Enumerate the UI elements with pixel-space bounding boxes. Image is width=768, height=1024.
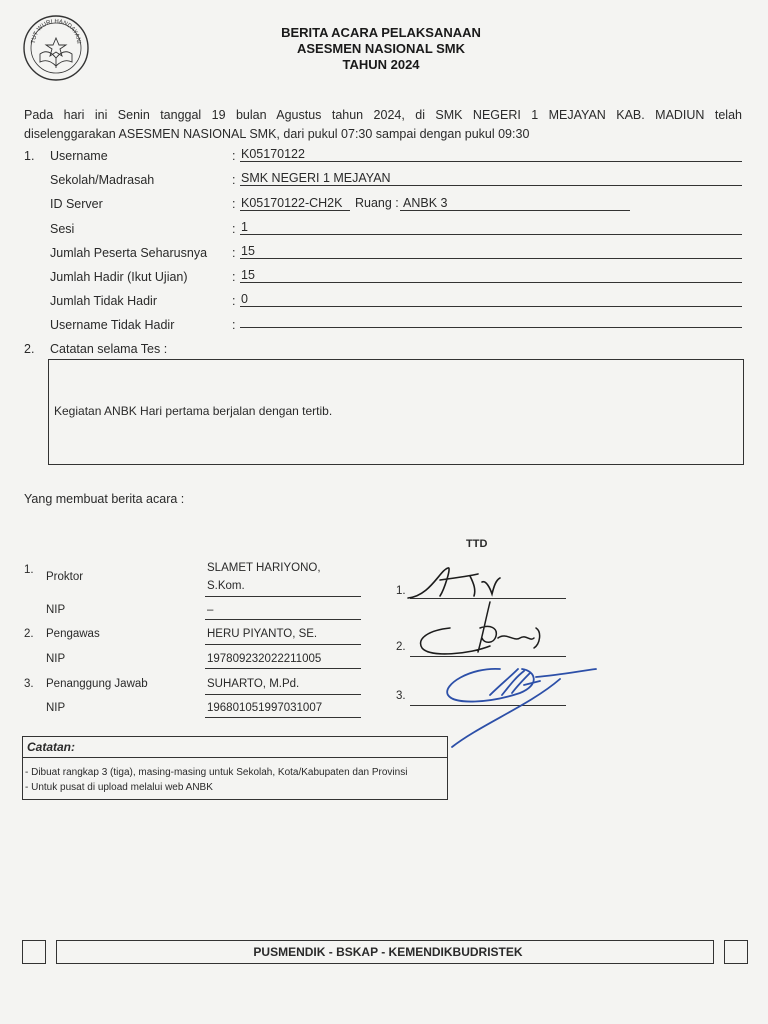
nip-underline	[205, 619, 361, 620]
signer-name-line1: HERU PIYANTO, SE.	[207, 628, 318, 640]
signer-role-pengawas: Pengawas	[46, 628, 100, 640]
field-value-username: K05170122	[241, 147, 305, 161]
signer-nip: 197809232022211005	[207, 653, 322, 665]
tut-wuri-handayani-logo	[22, 14, 90, 82]
field-underline	[240, 185, 742, 186]
field-label-jumlah-tidak-hadir: Jumlah Tidak Hadir	[50, 294, 157, 308]
field-label-username-tidak-hadir: Username Tidak Hadir	[50, 318, 175, 332]
field-colon: :	[232, 270, 236, 284]
field-label-username: Username	[50, 149, 108, 163]
field-value-id-server: K05170122-CH2K	[241, 196, 343, 210]
field-colon: :	[232, 197, 236, 211]
doc-title-line3: TAHUN 2024	[342, 57, 420, 72]
svg-text:TUT WURI HANDAYANI: TUT WURI HANDAYANI	[30, 18, 82, 45]
field-label-jumlah-peserta: Jumlah Peserta Seharusnya	[50, 246, 208, 260]
section2-label: Catatan selama Tes :	[50, 342, 168, 356]
signer-name-line1: SLAMET HARIYONO,	[207, 562, 321, 574]
signer-number: 1.	[24, 564, 34, 576]
field-label-sekolah: Sekolah/Madrasah	[50, 173, 155, 187]
field-colon: :	[232, 173, 236, 187]
intro-line1: Pada hari ini Senin tanggal 19 bulan Agustus tahun 2024, di SMK NEGERI 1 MEJAYAN KAB. MADIUN telah	[24, 108, 742, 122]
field-colon: :	[232, 246, 236, 260]
nip-label: NIP	[46, 604, 66, 616]
field-value-ruang: ANBK 3	[403, 196, 448, 210]
nip-underline	[205, 668, 361, 669]
signers-intro: Yang membuat berita acara :	[24, 492, 185, 506]
signature-penanggung-jawab	[440, 655, 600, 750]
signature-number: 2.	[396, 641, 406, 653]
field-colon: :	[232, 222, 236, 236]
footer-box-left	[22, 940, 46, 964]
field-colon: :	[232, 149, 236, 163]
field-colon: :	[232, 318, 236, 332]
field-value-jumlah-hadir: 15	[241, 268, 255, 282]
catatan-item: - Dibuat rangkap 3 (tiga), masing-masing untuk Sekolah, Kota/Kabupaten dan Provinsi	[25, 767, 408, 778]
signature-number: 3.	[396, 690, 406, 702]
name-underline	[205, 644, 361, 645]
ttd-label: TTD	[466, 538, 488, 550]
notes-text: Kegiatan ANBK Hari pertama berjalan dengan tertib.	[54, 404, 333, 418]
field-underline	[240, 210, 350, 211]
field-label-jumlah-hadir: Jumlah Hadir (Ikut Ujian)	[50, 270, 188, 284]
nip-underline	[205, 717, 361, 718]
field-label-id-server: ID Server	[50, 197, 103, 211]
field-underline	[240, 327, 742, 328]
signer-nip: 196801051997031007	[207, 702, 323, 714]
doc-title-line2: ASESMEN NASIONAL SMK	[296, 41, 466, 56]
field-underline	[240, 306, 742, 307]
catatan-box	[22, 736, 448, 800]
field-underline	[240, 161, 742, 162]
footer-text: PUSMENDIK - BSKAP - KEMENDIKBUDRISTEK	[253, 945, 523, 959]
field-value-sekolah: SMK NEGERI 1 MEJAYAN	[241, 171, 391, 185]
name-underline	[205, 694, 361, 695]
section2-number: 2.	[24, 342, 35, 356]
signature-number: 1.	[396, 585, 406, 597]
catatan-item: - Untuk pusat di upload melalui web ANBK	[25, 782, 213, 793]
catatan-title: Catatan:	[27, 740, 76, 754]
signer-role-proktor: Proktor	[46, 571, 84, 583]
signer-nip: –	[207, 604, 214, 616]
field-colon: :	[232, 294, 236, 308]
signature-pengawas	[410, 598, 560, 662]
nip-label: NIP	[46, 653, 66, 665]
field-value-jumlah-peserta: 15	[241, 244, 255, 258]
field-label-sesi: Sesi	[50, 222, 75, 236]
footer-box-right	[724, 940, 748, 964]
signer-number: 2.	[24, 628, 34, 640]
intro-paragraph	[24, 106, 742, 144]
catatan-header	[23, 737, 447, 758]
signer-number: 3.	[24, 678, 34, 690]
field-underline	[240, 234, 742, 235]
doc-title-line1: BERITA ACARA PELAKSANAAN	[281, 25, 481, 40]
field-underline	[240, 282, 742, 283]
signer-name-line2: S.Kom.	[207, 580, 245, 592]
signer-name-line1: SUHARTO, M.Pd.	[207, 678, 300, 690]
signer-role-penanggung-jawab: Penanggung Jawab	[46, 678, 148, 690]
field-underline	[240, 258, 742, 259]
section1-number: 1.	[24, 149, 35, 163]
nip-label: NIP	[46, 702, 66, 714]
field-value-jumlah-tidak-hadir: 0	[241, 292, 248, 306]
intro-line2: diselenggarakan ASESMEN NASIONAL SMK, dari pukul 07:30 sampai dengan pukul 09:30	[24, 127, 530, 141]
field-underline	[400, 210, 630, 211]
name-underline	[205, 596, 361, 597]
field-label-ruang: Ruang :	[355, 196, 399, 210]
field-value-sesi: 1	[241, 220, 248, 234]
